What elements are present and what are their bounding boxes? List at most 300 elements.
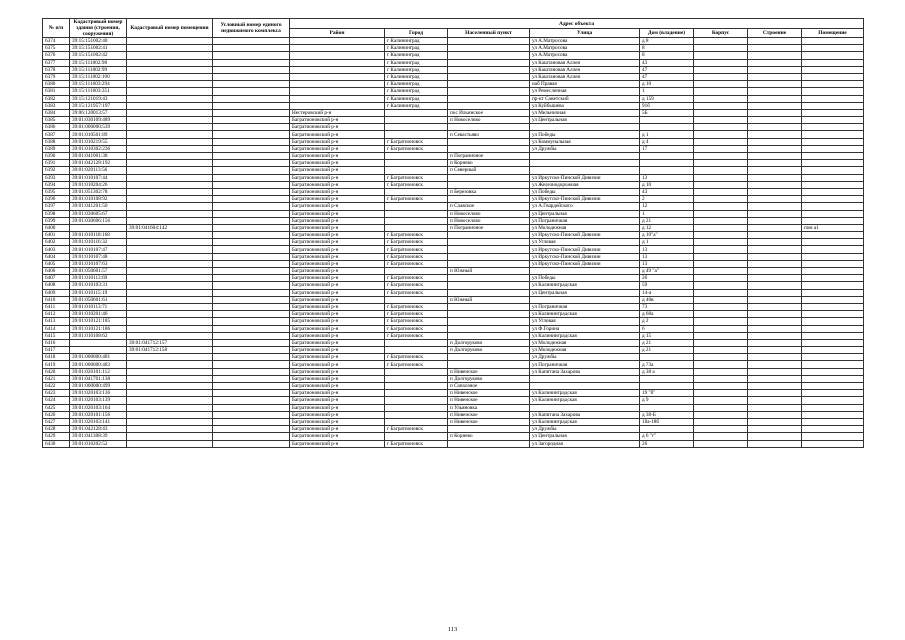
table-cell: 39:01:050601:57 [70, 268, 127, 275]
table-cell: 39:15:111603:351 [70, 88, 127, 95]
table-cell: Багратионовский р-н [290, 153, 385, 160]
table-cell [213, 289, 290, 296]
table-cell [127, 73, 213, 80]
table-cell [748, 95, 802, 102]
table-cell: г Калининград [385, 66, 448, 73]
table-cell [127, 368, 213, 375]
table-cell: Багратионовский р-н [290, 181, 385, 188]
table-cell [290, 88, 385, 95]
table-cell: 6398 [43, 210, 70, 217]
table-cell [213, 296, 290, 303]
table-cell [127, 102, 213, 109]
table-cell [694, 339, 748, 346]
header-settlement: Населенный пункт [448, 29, 530, 38]
table-cell [385, 375, 448, 382]
table-cell [213, 210, 290, 217]
table-cell [127, 38, 213, 45]
table-cell [640, 167, 694, 174]
table-row [43, 217, 864, 224]
table-cell: г Багратионовск [385, 253, 448, 260]
table-cell: 39:01:010108:92 [70, 196, 127, 203]
table-cell [802, 332, 864, 339]
table-cell [802, 81, 864, 88]
table-cell [694, 354, 748, 361]
table-cell [448, 174, 530, 181]
table-cell [290, 81, 385, 88]
table-cell: 39:01:030606:156 [70, 217, 127, 224]
table-cell [385, 383, 448, 390]
table-cell [127, 167, 213, 174]
table-cell [802, 45, 864, 52]
table-cell [748, 138, 802, 145]
table-cell: 6393 [43, 174, 70, 181]
table-cell [802, 203, 864, 210]
table-cell [448, 253, 530, 260]
table-cell: 6395 [43, 188, 70, 195]
table-cell: ул Иркутско-Пинской Дивизии [530, 196, 640, 203]
table-cell [802, 145, 864, 152]
table-cell [530, 153, 640, 160]
table-cell: 39:01:030605:67 [70, 210, 127, 217]
table-cell [448, 361, 530, 368]
table-cell [127, 188, 213, 195]
table-cell [127, 296, 213, 303]
table-cell: д 159 [640, 95, 694, 102]
table-row [43, 275, 864, 282]
table-cell: Багратионовский р-н [290, 196, 385, 203]
table-cell: 39:15:121957:197 [70, 102, 127, 109]
table-row [43, 426, 864, 433]
table-cell: Багратионовский р-н [290, 426, 385, 433]
table-row [43, 145, 864, 152]
table-cell [748, 390, 802, 397]
table-cell: Багратионовский р-н [290, 404, 385, 411]
table-cell [694, 440, 748, 447]
table-cell [694, 88, 748, 95]
table-cell: 39:01:010113:69 [70, 275, 127, 282]
table-cell: д 4 [640, 138, 694, 145]
table-cell: 39:15:121019:43 [70, 95, 127, 102]
table-cell [448, 138, 530, 145]
table-cell [213, 354, 290, 361]
table-cell [694, 318, 748, 325]
table-cell [385, 224, 448, 231]
table-cell [213, 347, 290, 354]
table-cell [127, 260, 213, 267]
table-cell [213, 268, 290, 275]
table-row [43, 73, 864, 80]
table-cell [127, 433, 213, 440]
table-cell: 6 [640, 325, 694, 332]
table-cell [70, 224, 127, 231]
table-cell: 39:01:020113:56 [70, 167, 127, 174]
table-cell [213, 282, 290, 289]
table-cell: ул Каштановая Аллея [530, 73, 640, 80]
table-cell: ул Калининградская [530, 332, 640, 339]
table-cell [127, 174, 213, 181]
table-cell [748, 167, 802, 174]
table-cell: 6425 [43, 404, 70, 411]
table-cell: 19 "б" [640, 390, 694, 397]
table-cell [694, 38, 748, 45]
table-cell [127, 426, 213, 433]
table-cell [748, 339, 802, 346]
table-cell [213, 45, 290, 52]
table-cell: Багратионовский р-н [290, 383, 385, 390]
table-cell [802, 73, 864, 80]
table-cell [213, 224, 290, 231]
table-cell [448, 311, 530, 318]
table-cell [448, 303, 530, 310]
table-cell: 39:01:010113:71 [70, 303, 127, 310]
table-cell: Багратионовский р-н [290, 224, 385, 231]
table-cell [748, 232, 802, 239]
table-cell [802, 397, 864, 404]
table-cell: 6403 [43, 246, 70, 253]
table-cell: д 10"а" [640, 232, 694, 239]
table-cell [530, 296, 640, 303]
table-cell: д 6 "г" [640, 433, 694, 440]
table-row [43, 282, 864, 289]
table-cell [213, 239, 290, 246]
table-cell [802, 246, 864, 253]
table-cell [694, 303, 748, 310]
table-cell: 17 [640, 145, 694, 152]
table-cell [802, 354, 864, 361]
table-cell [748, 59, 802, 66]
table-cell [213, 426, 290, 433]
table-cell: 6402 [43, 239, 70, 246]
table-cell [213, 440, 290, 447]
table-row [43, 117, 864, 124]
table-cell: 6409 [43, 289, 70, 296]
table-cell [748, 397, 802, 404]
table-cell [748, 440, 802, 447]
table-cell [213, 38, 290, 45]
table-cell [213, 253, 290, 260]
table-row [43, 318, 864, 325]
table-cell: ул Победы [530, 188, 640, 195]
table-cell [385, 411, 448, 418]
table-cell: Багратионовский р-н [290, 361, 385, 368]
table-cell [748, 433, 802, 440]
table-cell [748, 73, 802, 80]
table-cell: 6390 [43, 153, 70, 160]
table-cell: 6378 [43, 66, 70, 73]
table-cell: д 49 "а" [640, 268, 694, 275]
table-cell: 39:15:151002:40 [70, 38, 127, 45]
table-row [43, 268, 864, 275]
table-cell [694, 52, 748, 59]
table-cell [213, 411, 290, 418]
table-cell [448, 196, 530, 203]
table-cell [802, 167, 864, 174]
table-cell [127, 81, 213, 88]
table-cell [748, 282, 802, 289]
table-cell [213, 124, 290, 131]
table-cell [213, 59, 290, 66]
table-cell: 26 [640, 275, 694, 282]
table-cell: д 38 а [640, 368, 694, 375]
table-body [43, 38, 864, 448]
table-row [43, 397, 864, 404]
table-cell [213, 397, 290, 404]
table-row [43, 339, 864, 346]
table-cell: г Багратионовск [385, 440, 448, 447]
table-cell [694, 167, 748, 174]
table-cell [530, 124, 640, 131]
table-cell: 6418 [43, 354, 70, 361]
table-cell: 39:01:010107:44 [70, 174, 127, 181]
table-cell [127, 153, 213, 160]
table-cell: д 2 [640, 318, 694, 325]
table-cell [802, 253, 864, 260]
table-cell [213, 311, 290, 318]
table-cell: ул Ф.Горина [530, 325, 640, 332]
table-cell [530, 404, 640, 411]
table-cell: Багратионовский р-н [290, 131, 385, 138]
table-cell [802, 275, 864, 282]
table-cell: п Нивенское [448, 411, 530, 418]
table-cell: 6413 [43, 318, 70, 325]
table-cell: 59 [640, 282, 694, 289]
table-cell: 6401 [43, 232, 70, 239]
table-cell: Багратионовский р-н [290, 282, 385, 289]
table-cell: ул Пограничная [530, 361, 640, 368]
table-cell [213, 390, 290, 397]
table-cell [448, 246, 530, 253]
table-cell [448, 66, 530, 73]
table-cell: 39:01:041712:158 [127, 347, 213, 354]
table-cell [290, 38, 385, 45]
table-cell: пос Ильинское [448, 109, 530, 116]
table-cell [802, 131, 864, 138]
table-cell [694, 411, 748, 418]
table-row [43, 311, 864, 318]
table-cell [127, 117, 213, 124]
table-cell: Багратионовский р-н [290, 390, 385, 397]
table-cell: п Южный [448, 268, 530, 275]
table-cell: 12 [640, 203, 694, 210]
table-cell: 6380 [43, 81, 70, 88]
table-cell: ул Каштановая Аллея [530, 59, 640, 66]
table-cell: Багратионовский р-н [290, 217, 385, 224]
table-row [43, 390, 864, 397]
table-cell: д 1 [640, 131, 694, 138]
table-cell [802, 210, 864, 217]
table-cell: 39:01:010115:19 [70, 289, 127, 296]
table-cell [640, 153, 694, 160]
table-cell [448, 95, 530, 102]
table-cell [748, 325, 802, 332]
table-cell [694, 275, 748, 282]
table-cell: г Багратионовск [385, 426, 448, 433]
table-cell [127, 138, 213, 145]
table-cell: ул Молодежная [530, 347, 640, 354]
table-cell [127, 375, 213, 382]
table-cell: 6396 [43, 196, 70, 203]
table-cell: 39:01:042128:43 [70, 426, 127, 433]
header-cond-num: Условный номер единого недвижимого комплекса [213, 19, 290, 38]
table-cell [748, 253, 802, 260]
table-cell [802, 303, 864, 310]
table-cell [748, 224, 802, 231]
table-cell [127, 404, 213, 411]
table-cell: 39:01:010219:55 [70, 138, 127, 145]
table-row [43, 239, 864, 246]
table-cell: 39:01:020101:156 [70, 411, 127, 418]
table-cell [127, 246, 213, 253]
table-cell: п Нивенское [448, 368, 530, 375]
table-cell: п Нивенское [448, 390, 530, 397]
table-cell: 39:15:111603:294 [70, 81, 127, 88]
table-cell: 39:01:010103:31 [70, 282, 127, 289]
table-cell [748, 153, 802, 160]
table-cell: 2 [640, 196, 694, 203]
table-cell: 6397 [43, 203, 70, 210]
table-cell: ул Угловая [530, 239, 640, 246]
table-cell: ул Дружбы [530, 145, 640, 152]
table-cell: Багратионовский р-н [290, 275, 385, 282]
table-cell: п Новоселово [448, 217, 530, 224]
table-cell: 6385 [43, 117, 70, 124]
table-cell: 14-а [640, 289, 694, 296]
header-cad-building: Кадастровый номер здания (строения, сооружения) [70, 19, 127, 38]
header-num: № п/п [43, 19, 70, 38]
table-cell: г Багратионовск [385, 196, 448, 203]
table-cell: 6379 [43, 73, 70, 80]
table-row [43, 296, 864, 303]
table-cell [127, 145, 213, 152]
table-cell: 39:01:051302:78 [70, 188, 127, 195]
table-cell: 5Б [640, 109, 694, 116]
table-cell [748, 289, 802, 296]
table-cell [802, 153, 864, 160]
table-cell: п Славское [448, 203, 530, 210]
table-cell [127, 52, 213, 59]
table-row [43, 109, 864, 116]
table-cell: 6429 [43, 433, 70, 440]
table-cell [694, 418, 748, 425]
table-cell: 39:01:010108:62 [70, 332, 127, 339]
table-cell: г Багратионовск [385, 332, 448, 339]
table-cell [694, 224, 748, 231]
table-cell [127, 361, 213, 368]
table-cell: д 10 [640, 81, 694, 88]
table-cell [213, 203, 290, 210]
table-cell [748, 181, 802, 188]
table-cell: 39:15:151002:41 [70, 45, 127, 52]
table-cell [802, 375, 864, 382]
table-cell: ул Коммунальная [530, 138, 640, 145]
table-cell [640, 375, 694, 382]
table-cell: 39:15:151002:42 [70, 52, 127, 59]
table-cell: г Багратионовск [385, 361, 448, 368]
table-cell: п Северный [448, 167, 530, 174]
table-cell: 39:01:010302:236 [70, 145, 127, 152]
table-cell: Багратионовский р-н [290, 289, 385, 296]
table-cell [385, 153, 448, 160]
table-cell: Багратионовский р-н [290, 246, 385, 253]
table-row [43, 45, 864, 52]
table-cell: Багратионовский р-н [290, 239, 385, 246]
table-cell: Багратионовский р-н [290, 174, 385, 181]
table-cell [448, 38, 530, 45]
table-cell [213, 52, 290, 59]
table-cell: п Южный [448, 296, 530, 303]
table-cell [802, 390, 864, 397]
table-cell: Багратионовский р-н [290, 296, 385, 303]
table-cell: 6421 [43, 375, 70, 382]
table-cell: 39:01:010107:63 [70, 260, 127, 267]
table-cell: п Корнево [448, 160, 530, 167]
table-cell [127, 268, 213, 275]
table-cell: 39:01:020101:112 [70, 368, 127, 375]
table-cell [213, 117, 290, 124]
table-cell: 6423 [43, 390, 70, 397]
table-cell [448, 260, 530, 267]
table-cell [694, 153, 748, 160]
table-cell [385, 131, 448, 138]
table-cell [127, 411, 213, 418]
table-cell: 39:15:111002:98 [70, 59, 127, 66]
table-cell [748, 303, 802, 310]
table-cell: Багратионовский р-н [290, 253, 385, 260]
table-cell [748, 45, 802, 52]
table-cell [448, 73, 530, 80]
table-cell [448, 124, 530, 131]
table-cell [748, 196, 802, 203]
header-district: Район [290, 29, 385, 38]
table-cell: г Багратионовск [385, 181, 448, 188]
table-cell: 39:01:000000:539 [70, 124, 127, 131]
table-cell [748, 368, 802, 375]
table-cell [213, 383, 290, 390]
table-row [43, 188, 864, 195]
table-row [43, 124, 864, 131]
header-street: Улица [530, 29, 640, 38]
table-cell: п Нивенское [448, 418, 530, 425]
table-cell: 39:01:010501:89 [70, 131, 127, 138]
table-row [43, 325, 864, 332]
table-cell [213, 260, 290, 267]
table-cell: 6417 [43, 347, 70, 354]
table-cell: 39:01:041308:39 [70, 433, 127, 440]
table-cell [127, 239, 213, 246]
table-cell [802, 38, 864, 45]
table-cell [385, 268, 448, 275]
table-cell [694, 282, 748, 289]
table-cell: п Совхозное [448, 383, 530, 390]
table-cell: Багратионовский р-н [290, 325, 385, 332]
table-row [43, 375, 864, 382]
table-cell: 6388 [43, 138, 70, 145]
table-cell [530, 160, 640, 167]
table-cell [448, 282, 530, 289]
table-cell [213, 246, 290, 253]
table-cell [802, 95, 864, 102]
table-cell [748, 203, 802, 210]
table-cell [748, 160, 802, 167]
table-cell: 6407 [43, 275, 70, 282]
table-cell [748, 174, 802, 181]
table-cell: ул Мельничная [530, 109, 640, 116]
table-cell [640, 354, 694, 361]
table-cell [694, 325, 748, 332]
table-cell [290, 52, 385, 59]
table-cell: Багратионовский р-н [290, 124, 385, 131]
table-cell [694, 138, 748, 145]
